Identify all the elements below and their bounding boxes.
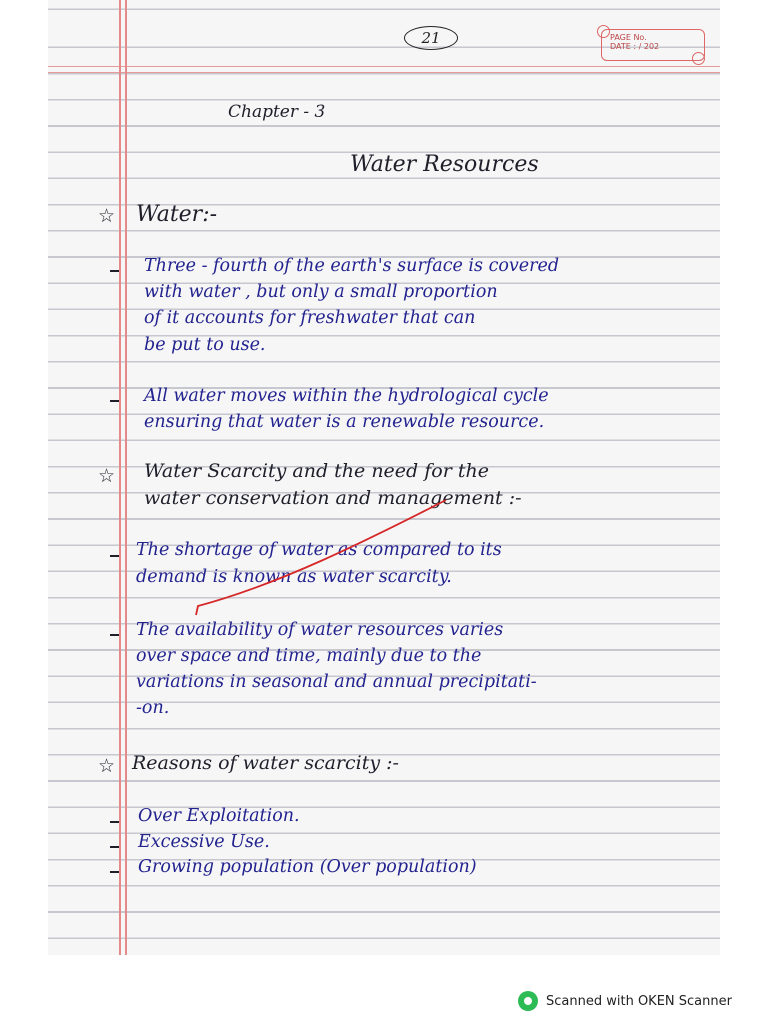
section-heading-scarcity-line2: water conservation and management :- <box>144 487 522 509</box>
star-bullet-icon: ☆ <box>98 205 116 227</box>
water-para1-line3: of it accounts for freshwater that can <box>144 308 476 328</box>
water-para2-line2: ensuring that water is a renewable resource. <box>144 412 545 432</box>
stamp-date-label: DATE : <box>610 42 637 52</box>
dash-bullet <box>110 871 119 873</box>
scanner-logo-icon <box>518 991 538 1011</box>
section-heading-water: Water:- <box>136 202 218 227</box>
scarcity-para2-line3: variations in seasonal and annual precipitati- <box>136 672 537 692</box>
section-heading-reasons: Reasons of water scarcity :- <box>132 752 399 774</box>
scarcity-para2-line2: over space and time, mainly due to the <box>136 646 482 666</box>
section-heading-scarcity-line1: Water Scarcity and the need for the <box>144 460 489 482</box>
water-para1-line1: Three - fourth of the earth's surface is covered <box>144 256 560 276</box>
star-bullet-icon: ☆ <box>98 465 116 487</box>
reason-item-1: Over Exploitation. <box>138 806 300 826</box>
stamp-page-label: PAGE No. <box>610 33 647 42</box>
star-bullet-icon: ☆ <box>98 755 116 777</box>
water-para2-line1: All water moves within the hydrological cycle <box>144 386 549 406</box>
chapter-heading: Chapter - 3 <box>228 102 326 122</box>
page-number: 21 <box>404 26 458 50</box>
reason-item-2: Excessive Use. <box>138 832 270 852</box>
scanner-watermark-text: Scanned with OKEN Scanner <box>546 993 732 1009</box>
dash-bullet <box>110 821 119 823</box>
scarcity-para1-line2: demand is known as water scarcity. <box>136 567 452 587</box>
page-title: Water Resources <box>350 152 539 177</box>
notebook-page <box>48 0 720 955</box>
water-para1-line2: with water , but only a small proportion <box>144 282 498 302</box>
water-para1-line4: be put to use. <box>144 335 266 355</box>
scarcity-para2-line4: -on. <box>136 698 170 718</box>
stamp-date-value: / 202 <box>638 42 660 52</box>
scarcity-para1-line1: The shortage of water as compared to its <box>136 540 502 560</box>
scarcity-para2-line1: The availability of water resources varies <box>136 620 504 640</box>
reason-item-3: Growing population (Over population) <box>138 857 477 877</box>
dash-bullet <box>110 634 119 636</box>
scanner-watermark <box>518 990 732 1012</box>
dash-bullet <box>110 846 119 848</box>
